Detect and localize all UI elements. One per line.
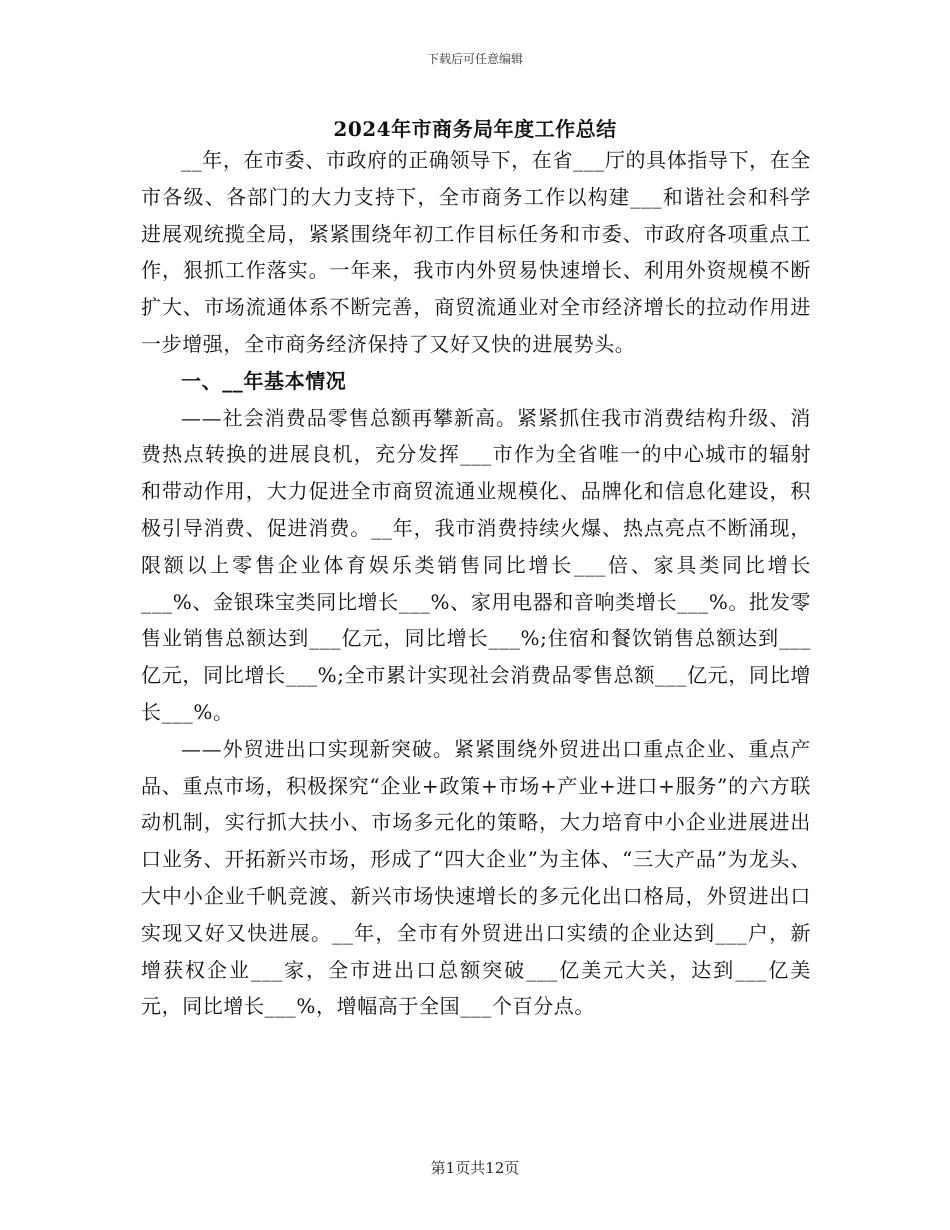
paragraph-foreign-trade: ——外贸进出口实现新突破。紧紧围绕外贸进出口重点企业、重点产品、重点市场，积极探究“企业+政策+市场+产业+进口+服务”的六方联动机制，实行抓大扶小、市场多元化的策略，大力培育中小企业进展进出口业务、开拓新兴市场，形成了“四大企业”为主体、“三大产品”为龙头、大中小企业千帆竞渡、新兴市场快速增长的多元化出口格局，外贸进出口实现又好又快进展。__年，全市有外贸进出口实绩的企业达到___户，新增获权企业___家，全市进出口总额突破___亿美元大关，达到___亿美元，同比增长___%，增幅高于全国___个百分点。: [141, 736, 811, 1019]
header-note: 下载后可任意编辑: [426, 52, 523, 66]
page-footer: 第1页共12页: [430, 1159, 520, 1177]
section-heading-basic-situation: 一、__年基本情况: [181, 368, 347, 393]
document-title: 2024年市商务局年度工作总结: [333, 117, 617, 141]
document-body: [141, 142, 811, 1025]
paragraph-retail-sales: ——社会消费品零售总额再攀新高。紧紧抓住我市消费结构升级、消费热点转换的进展良机，充分发挥___市作为全省唯一的中心城市的辐射和带动作用，大力促进全市商贸流通业规模化、品牌化和信息化建设，积极引导消费、促进消费。__年，我市消费持续火爆、热点亮点不断涌现，限额以上零售企业体育娱乐类销售同比增长___倍、家具类同比增长___%、金银珠宝类同比增长___%、家用电器和音响类增长___%。批发零售业销售总额达到___亿元，同比增长___%;住宿和餐饮销售总额达到___亿元，同比增长___%;全市累计实现社会消费品零售总额___亿元，同比增长___%。: [141, 405, 811, 724]
paragraph-intro: __年，在市委、市政府的正确领导下，在省___厅的具体指导下，在全市各级、各部门的大力支持下，全市商务工作以构建___和谐社会和科学进展观统揽全局，紧紧围绕年初工作目标任务和市委、市政府各项重点工作，狠抓工作落实。一年来，我市内外贸易快速增长、利用外资规模不断扩大、市场流通体系不断完善，商贸流通业对全市经济增长的拉动作用进一步增强，全市商务经济保持了又好又快的进展势头。: [141, 148, 811, 356]
